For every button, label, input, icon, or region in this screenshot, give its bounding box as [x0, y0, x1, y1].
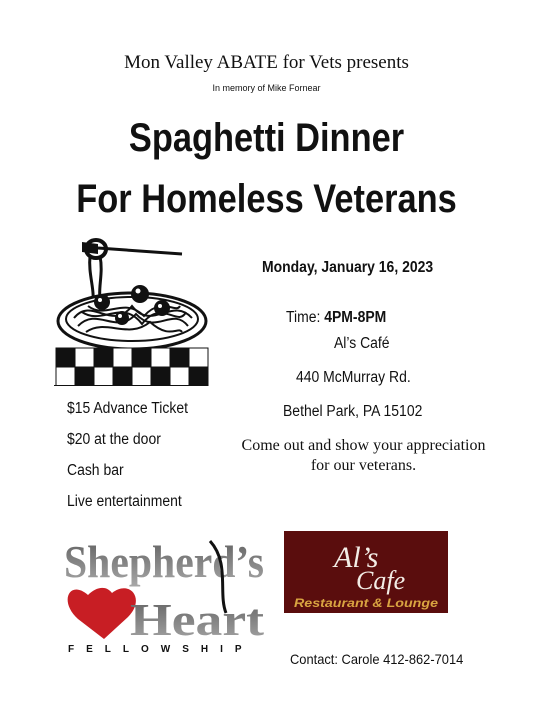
time-label: Time: — [286, 309, 325, 326]
contact-info: Contact: Carole 412-862-7014 — [290, 651, 464, 667]
tablecloth-check — [170, 367, 189, 386]
detail-entertainment: Live entertainment — [67, 493, 182, 510]
shepherds-heart-logo — [60, 533, 270, 655]
event-time — [286, 309, 386, 327]
tablecloth-check — [56, 348, 75, 367]
event-date: Monday, January 16, 2023 — [262, 259, 434, 276]
als-cafe-word: Cafe — [356, 566, 406, 595]
presenter-line: Mon Valley ABATE for Vets presents — [124, 52, 409, 73]
tablecloth-check — [94, 348, 113, 367]
tablecloth-check — [189, 348, 208, 367]
appeal-line-2: for our veterans. — [310, 457, 417, 474]
venue-name: Al’s Café — [334, 335, 390, 352]
spaghetti-plate-illustration — [52, 236, 210, 386]
heart-word: Heart — [130, 594, 265, 645]
als-cafe-logo — [284, 531, 448, 613]
tablecloth-check — [151, 348, 170, 367]
als-name: Al’s — [334, 541, 379, 574]
detail-advance-ticket: $15 Advance Ticket — [67, 400, 188, 417]
title-line-1: Spaghetti Dinner — [128, 116, 405, 160]
als-tagline: Restaurant & Lounge — [294, 596, 439, 610]
tablecloth-check — [94, 367, 113, 386]
venue-street: 440 McMurray Rd. — [296, 369, 411, 386]
tablecloth-check — [151, 367, 170, 386]
detail-door-price: $20 at the door — [67, 431, 161, 448]
time-value: 4PM-8PM — [324, 309, 387, 326]
tablecloth-check — [75, 367, 94, 386]
detail-cash-bar: Cash bar — [67, 462, 124, 479]
tablecloth-check — [75, 348, 94, 367]
title-line-2: For Homeless Veterans — [76, 177, 457, 221]
memorial-line: In memory of Mike Fornear — [212, 83, 321, 93]
heart-icon — [68, 588, 136, 639]
tablecloth-check — [56, 367, 75, 386]
tablecloth-check — [189, 367, 208, 386]
tablecloth-check — [170, 348, 189, 367]
tablecloth-check — [132, 348, 151, 367]
tablecloth-check — [113, 348, 132, 367]
venue-city: Bethel Park, PA 15102 — [283, 403, 423, 420]
fellowship-word: FELLOWSHIP — [68, 644, 254, 655]
appeal-line-1: Come out and show your appreciation — [241, 437, 486, 454]
tablecloth-check — [132, 367, 151, 386]
shepherds-word: Shepherd’s — [64, 536, 264, 587]
tablecloth-check — [113, 367, 132, 386]
